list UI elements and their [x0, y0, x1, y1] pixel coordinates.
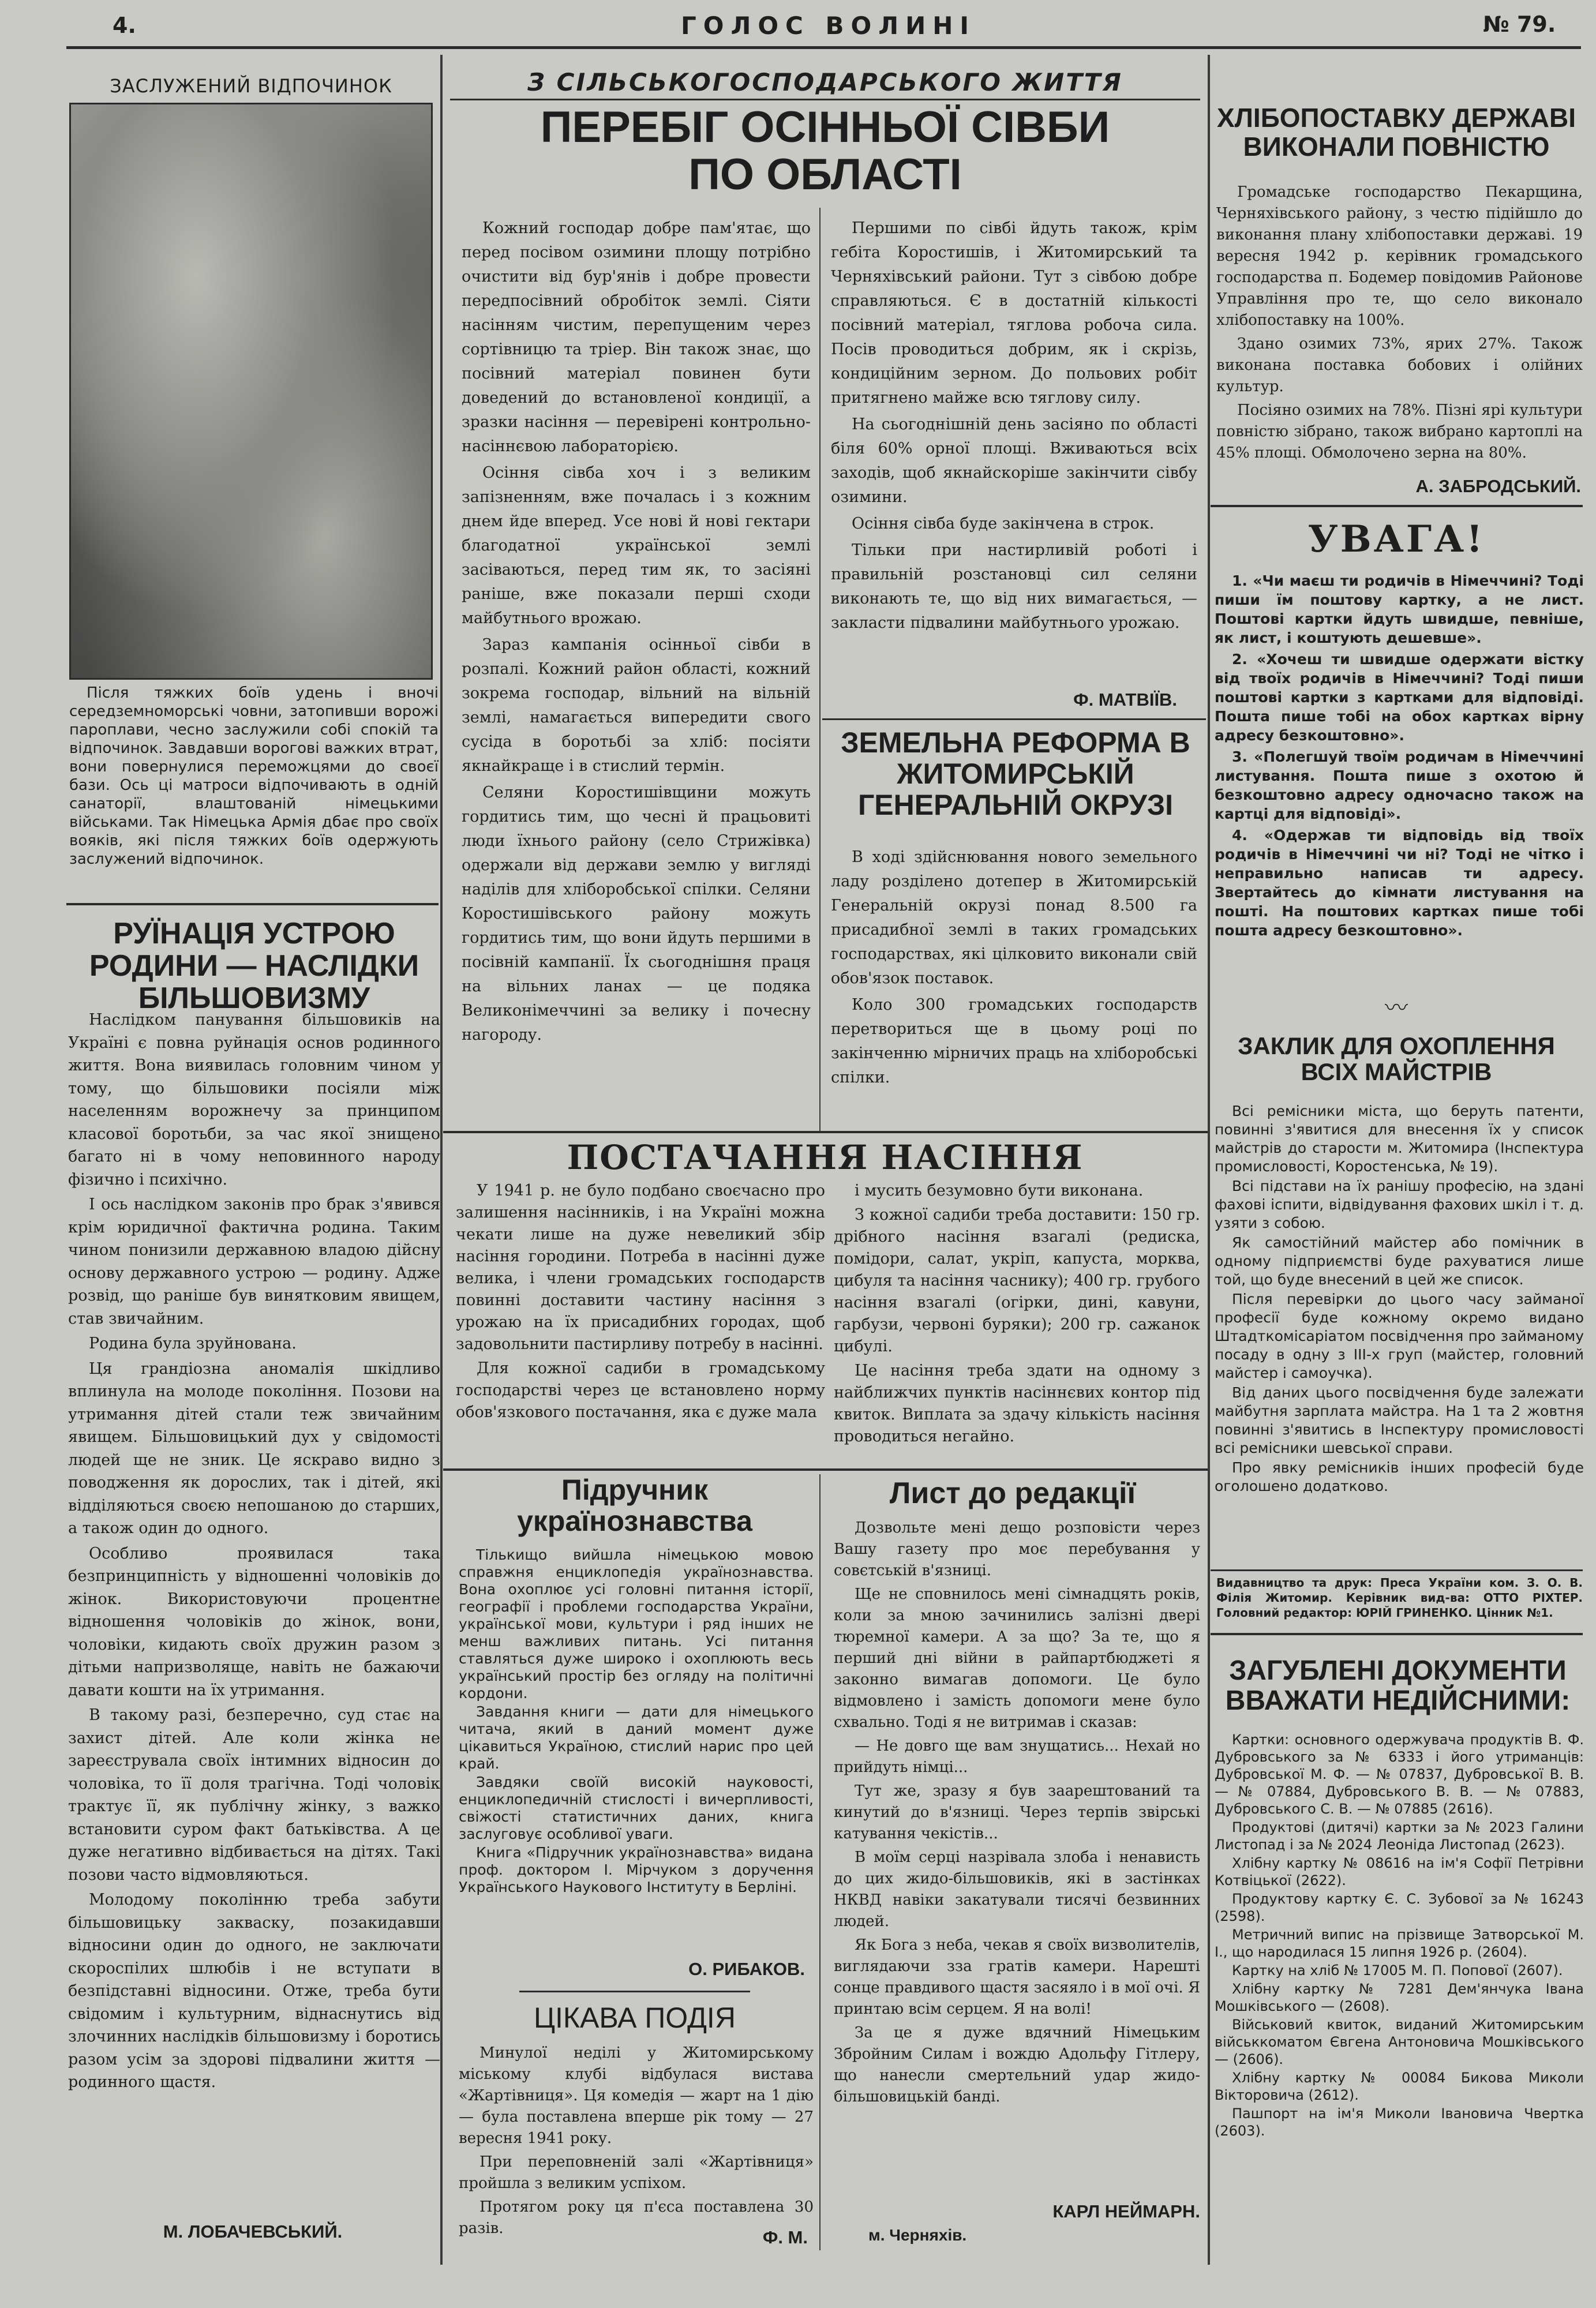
- sowing-author: Ф. МАТВІЇВ.: [1073, 690, 1177, 710]
- ruination-p2: І ось наслідком законів про брак з'явився крім юридичної фактична родина. Таким чином понизили державною владою дійсну основу державного устрою — родину. Адже розвід, що раніше був винятковим явищем, став звичайним.: [68, 1196, 440, 1328]
- lost-doc-item-7: Хлібну картку № 7281 Дем'янчука Івана Мошківського — (2608).: [1215, 1981, 1584, 2014]
- letter-p7: За це я дуже вдячний Німецьким Збройним Силам і вождю Адольфу Гітлеру, що нанесли смертельний удар жидо-більшовицькій банді.: [834, 2024, 1200, 2105]
- seeds-left-body: [456, 1180, 825, 1426]
- attention-item-3: 3. «Полегшуй твоїм родичам в Німеччині листування. Пошта пише з охотою й безкоштовно адресу одночасно також на картці для відповіді».: [1215, 748, 1584, 822]
- sowing-left-p4: Селяни Коростишівщини можуть гордитись тим, що чесні й працьовиті люди їхнього району (село Стрижівка) одержали від держави землю у вигляді наділів для хліборобської спілки. Селяни Коростишівського району можуть гордитись тим, що вони йдуть першими в посівній кампанії. Їх сьогоднішня праця на вільних ланах — це подяка Великонімеччині за велику і почесну нагороду.: [462, 784, 811, 1044]
- attention-item-4: 4. «Одержав ти відповідь від твоїх родичів в Німеччині чи ні? Тоді не чітко і неправильно написав ти адресу. Звертайтесь до кімнати листування на пошті. На поштових картках пише тобі пошта адресу безкоштовно».: [1215, 827, 1584, 939]
- masters-p5: Від даних цього посвідчення буде залежати майбутня зарплата майстра. На 1 та 2 жовтня повинні з'явитись в Інспектуру промисловості всі ремісники шевської справи.: [1215, 1384, 1584, 1456]
- sowing-left-body: [462, 216, 811, 1050]
- center-divider-3: [443, 1468, 1208, 1471]
- event-p3: Протягом року ця п'єса поставлена 30 разів.: [459, 2198, 814, 2237]
- lost-doc-item-1: Картки: основного одержувача продуктів В. Ф. Дубровського за № 6333 і його утриманців: Дубровської М. Ф. — № 07837, Дубровської В. В. — № 07884, Дубровського В. В. — № 07883, Дубровського С. В. — № 07885 (2616).: [1215, 1732, 1584, 1817]
- lost-doc-item-3: Хлібну картку № 08616 на ім'я Софії Петрівни Котвіцької (2622).: [1215, 1855, 1584, 1889]
- column-rule-1: [440, 55, 443, 2265]
- newspaper-title: ГОЛОС ВОЛИНІ: [681, 12, 976, 40]
- textbook-p4: Книга «Підручник українознавства» видана проф. доктором І. Мірчуком з доручення Українського Наукового Інституту в Берліні.: [459, 1844, 814, 1895]
- sowing-right-p3: Осіння сівба буде закінчена в строк.: [852, 515, 1155, 533]
- center-divider-4: [519, 1991, 750, 1992]
- attention-item-2: 2. «Хочеш ти швидше одержати вістку від твоїх родичів в Німеччині? Тоді пиши поштові картки з картками для відповіді. Пошта пише тобі на обох картках вірну адресу безкоштовно».: [1215, 651, 1584, 744]
- event-p1: Минулої неділі у Житомирському міському клубі відбулася вистава «Жартівниця». Ця комедія — жарт на 1 дію — була поставлена вперше рік тому — 27 вересня 1941 року.: [459, 2044, 814, 2147]
- sowing-right-p1: Першими по сівбі йдуть також, крім гебіта Коростишів, і Житомирський та Черняхівський райони. Тут з сівбою добре справляються. Є в достатній кількості посівний матеріал, тяглова робоча сила. Посів проводиться добрим, як і скрізь, кондиційним зерном. До польових робіт притягнено майже всю тяглову силу.: [831, 219, 1197, 407]
- ruination-p5: Особливо проявилася така безпринципність у відношенні чоловіків до жінок. Використовуючи процентне відношення чоловіків до жінок, вони, чоловіки, кидають своїх дружин разом з дітьми напризволяще, навіть не бажаючи давати кошти на їх утримання.: [68, 1544, 440, 1699]
- textbook-p3: Завдяки своїй високій науковості, енциклопедичній стислості і вичерпливості, свіжості статистичних даних, книга заслуговує особливої уваги.: [459, 1774, 814, 1842]
- left-divider-1: [66, 903, 439, 905]
- ruination-p1: Наслідком панування більшовиків на Україні є повна руйнація основ родинного життя. Вона виявилась головним чином у тому, що більшовики посіяли між населенням ворожнечу за принципом класової боротьби, за час якої знищено багато ні в чому неповинного народу фізично і психічно.: [68, 1011, 440, 1189]
- grain-author: А. ЗАБРОДСЬКИЙ.: [1415, 476, 1581, 496]
- seeds-right-p2: З кожної садиби треба доставити: 150 гр. дрібного насіння взагалі (редиска, помідори, салат, укріп, капуста, морква, цибуля та насіння часнику); 400 гр. грубого насіння взагалі (огірки, дині, кавуни, гарбузи, червоні буряки); 200 гр. сажанок цибулі.: [834, 1206, 1200, 1355]
- right-divider-3: [1211, 1633, 1583, 1635]
- sowing-left-p3: Зараз кампанія осінньої сівби в розпалі. Кожний район області, кожний зокрема господар, вільний на вільній землі, намагається випередити свого сусіда в боротьбі за хліб: посіяти якнайкраще і в стислий термін.: [462, 636, 811, 775]
- right-divider-1: [1211, 505, 1583, 507]
- letter-place: м. Черняхів.: [868, 2226, 967, 2244]
- masters-p2: Всі підстави на їх ранішу професію, на здані фахові іспити, відвідування фахових шкіл і т. д. узяти з собою.: [1215, 1178, 1584, 1231]
- ruination-p4: Ця грандіозна аномалія шкідливо вплинула на молоде покоління. Позови на утримання дітей стали теж звичайним явищем. Більшовицький дух у свідомості людей ще не зник. Це яскраво видно з поводження як дорослих, так і дітей, які відділяються своєю непошаною до старших, а також один до одного.: [68, 1359, 440, 1537]
- sowing-right-p2: На сьогоднішній день засіяно по області біля 60% орної площі. Вживаються всіх заходів, щоб якнайскоріше закінчити сівбу озимини.: [831, 415, 1197, 506]
- sowing-right-body: [831, 216, 1197, 638]
- section-banner: З СІЛЬСЬКОГОСПОДАРСЬКОГО ЖИТТЯ: [450, 68, 1200, 100]
- letter-p5: В моїм серці назрівала злоба і ненависть до цих жидо-більшовиків, які в застінках НКВД навіки закатували тисячі безвинних людей.: [834, 1849, 1200, 1930]
- ornament-icon: 〰: [1385, 995, 1408, 1021]
- ruination-p7: Молодому поколінню треба забути більшовицьку закваску, позакидавши відносини один до одного, не заключати скороспілих шлюбів і не вступати в безпідставні відносини. Отже, треба бути свідомим і культурним, віднаснутись від злочинних наслідків більшовизму і боротись разом усім за здорові підвалини життя — родинного щастя.: [68, 1891, 440, 2091]
- center-divider-2: [443, 1131, 1208, 1133]
- letter-p2: Ще не сповнилось мені сімнадцять років, коли за мною зачинились залізні двері тюремної камери. А за що? За те, що я перший дні війни в райпартбюджеті я законно вимагав допомоги. Це було відмовлено і замість допомоги мене було схвально. Тоді я не витримав і сказав:: [834, 1586, 1200, 1731]
- seeds-right-p1: і мусить безумовно бути виконана.: [855, 1182, 1144, 1200]
- ruination-author: М. ЛОБАЧЕВСЬКИЙ.: [163, 2221, 343, 2242]
- attention-title: УВАГА!: [1307, 518, 1485, 561]
- imprint: Видавництво та друк: Преса України ком. З. О. В. Філія Житомир. Керівник вид-ва: ОТТО РІХТЕР. Головний редактор: ЮРІЙ ГРИНЕНКО. Цінник №1.: [1216, 1576, 1583, 1620]
- lost-doc-item-8: Військовий квиток, виданий Житомирським військкоматом Євгена Антоновича Мошківського — (2606).: [1215, 2017, 1584, 2067]
- sowing-title: ПЕРЕБІГ ОСІННЬОЇ СІВБИ ПО ОБЛАСТІ: [540, 103, 1110, 200]
- event-title: ЦІКАВА ПОДІЯ: [534, 2002, 736, 2034]
- textbook-p2: Завдання книги — дати для німецького читача, який в даний момент дуже цікавиться Україною, стислий нарис про цей край.: [459, 1703, 814, 1772]
- textbook-author: О. РИБАКОВ.: [688, 1959, 805, 1979]
- letter-author: КАРЛ НЕЙМАРН.: [1052, 2201, 1200, 2221]
- grain-p2: Здано озимих 73%, ярих 27%. Також виконана поставка бобових і олійних культур.: [1216, 335, 1583, 395]
- column-rule-4: [819, 1474, 821, 2250]
- column-rule-3: [819, 208, 821, 1131]
- lost-doc-item-5: Метричний випис на прізвище Затворської М. І., що народилася 15 липня 1926 р. (2604).: [1215, 1927, 1584, 1960]
- sowing-left-p2: Осіння сівба хоч і з великим запізненням, вже почалась і з кожним днем йде вперед. Усе нові й нові гектари благодатної української землі засіваються, перед тим як, то засіяні раніше, вже показали перші сходи майбутнього врожаю.: [462, 464, 811, 627]
- land-reform-p1: В ході здійснювання нового земельного ладу розділено дотепер в Житомирській Генеральній окрузі понад 8.500 га присадибної землі в таких громадських господарствах, які цілковито виконали свій обов'язок поставок.: [831, 848, 1197, 987]
- lost-doc-item-4: Продуктову картку Є. С. Зубової за № 16243 (2598).: [1215, 1891, 1584, 1924]
- seeds-left-p2: Для кожної садиби в громадському господарстві через це встановлено норму обов'язкового постачання, яка є дуже мала: [456, 1359, 825, 1421]
- attention-item-1: 1. «Чи маєш ти родичів в Німеччині? Тоді пиши їм поштову картку, а не лист. Поштові картки йдуть швидше, певніше, як лист, і коштують дешевше».: [1215, 572, 1584, 646]
- photo-caption: Після тяжких боїв удень і вночі середземноморські човни, затопивши ворожі пароплави, чесно заслужили собі спокій та відпочинок. Завдавши ворогові важких втрат, вони повернулися переможцями до своєї бази. Ось ці матроси відпочивають в одній санаторії, влаштованій німецькими військами. Так Німецька Армія дбає про своїх вояків, які після тяжких боїв одержують заслужений відпочинок.: [69, 684, 439, 868]
- land-reform-title: ЗЕМЕЛЬНА РЕФОРМА В ЖИТОМИРСЬКІЙ ГЕНЕРАЛЬНІЙ ОКРУЗІ: [841, 726, 1190, 821]
- lost-doc-item-2: Продуктові (дитячі) картки за № 2023 Галини Листопад і за № 2024 Леоніда Листопад (2623).: [1215, 1819, 1584, 1853]
- letter-p4: Тут же, зразу я був заарештований та кинутий до в'язниці. Через терпів звірські катування чекістів...: [834, 1782, 1200, 1842]
- event-p2: При переповненій залі «Жартівниця» пройшла з великим успіхом.: [459, 2153, 814, 2192]
- lost-doc-item-6: Картку на хліб № 17005 М. П. Попової (2607).: [1232, 1962, 1563, 1979]
- letter-title: Лист до редакції: [889, 1477, 1136, 1510]
- masters-p3: Як самостійний майстер або помічник в одному підприємстві буде рахуватися лише той, що буде внесений в цей же список.: [1215, 1234, 1584, 1288]
- issue-number: № 79.: [1483, 12, 1556, 37]
- sowing-left-p1: Кожний господар добре пам'ятає, що перед посівом озимини площу потрібно очистити від бур'янів і добре провести передпосівний обробіток землі. Сіяти насінням чистим, перепущеним через сортівницю та тріер. Він також знає, що посівний матеріал повинен бути доведений до встановленої кондиції, а зразки насіння — перевірені контрольно-насіннєвою лабораторією.: [462, 219, 811, 455]
- grain-title: ХЛІБОПОСТАВКУ ДЕРЖАВІ ВИКОНАЛИ ПОВНІСТЮ: [1216, 103, 1576, 162]
- column-rule-2: [1208, 55, 1210, 2265]
- center-divider-1: [822, 718, 1206, 720]
- textbook-p1: Тількищо вийшла німецькою мовою справжня енциклопедія українознавства. Вона охоплює усі головні питання історії, географії і проблеми господарства України, української мови, культури і ряд інших не менш важливих питань. Усі питання ставляться дуже широко і охоплюють весь український простір без огляду на політичні кордони.: [459, 1546, 814, 1702]
- seeds-right-p3: Це насіння треба здати на одному з найближчих пунктів насіннєвих контор під квиток. Виплата за здачу кількість насіння проводиться негайно.: [834, 1362, 1200, 1445]
- letter-body: [834, 1518, 1200, 2110]
- event-author: Ф. М.: [762, 2227, 808, 2247]
- masters-p1: Всі ремісники міста, що беруть патенти, повинні з'явитися для внесення їх у список майстрів до старости м. Житомира (Інспектура промисловості, Коростенська, № 19).: [1215, 1103, 1584, 1175]
- ruination-p6: В такому разі, безперечно, суд стає на захист дітей. Але коли жінка не зареєструвала своїх інтимних відносин до чоловіка, то її доля трагічна. Тоді чоловік трактує її, як публічну жінку, з важко встановити суром факт батьківства. А це дуже негативно відбивається на дітях. Такі позови часто відмовляються.: [68, 1706, 440, 1884]
- ruination-title: РУЇНАЦІЯ УСТРОЮ РОДИНИ — НАСЛІДКИ БІЛЬШОВИЗМУ: [89, 917, 419, 1016]
- grain-p3: Посіяно озимих на 78%. Пізні ярі культури повністю зібрано, також вибрано картоплі на 45% площі. Обмолочено зерна на 80%.: [1216, 402, 1583, 462]
- lost-doc-item-10: Пашпорт на ім'я Миколи Івановича Чвертка (2603).: [1215, 2105, 1584, 2139]
- masthead-rule: [66, 46, 1581, 49]
- seeds-right-body: [834, 1180, 1200, 1450]
- lost-docs-body: [1215, 1731, 1584, 2141]
- textbook-title: Підручник українознавства: [517, 1474, 752, 1537]
- letter-p3: — Не довго ще вам знущатись... Нехай но прийдуть німці...: [834, 1737, 1200, 1776]
- sailors-photo: [69, 103, 433, 680]
- textbook-body: [459, 1546, 814, 1897]
- photo-title: ЗАСЛУЖЕНИЙ ВІДПОЧИНОК: [110, 75, 392, 97]
- page-number: 4.: [113, 13, 136, 38]
- seeds-left-p1: У 1941 р. не було подбано своєчасно про залишення насінників, і на Україні можна чекати лише на дуже невеликий збір насіння городини. Потреба в насінні дуже велика, і члени громадських господарств повинні доставити частину насіння з урожаю на їх присадибних городах, щоб задовольнити пастирливу потребу в насінні.: [456, 1182, 825, 1353]
- masters-title: ЗАКЛИК ДЛЯ ОХОПЛЕННЯ ВСІХ МАЙСТРІВ: [1238, 1032, 1555, 1086]
- lost-docs-title: ЗАГУБЛЕНІ ДОКУМЕНТИ ВВАЖАТИ НЕДІЙСНИМИ:: [1225, 1655, 1571, 1716]
- right-divider-2: [1211, 1569, 1583, 1571]
- masters-p6: Про явку ремісників інших професій буде оголошено додатково.: [1215, 1459, 1584, 1494]
- grain-p1: Громадське господарство Пекарщина, Черняхівського району, з честю підійшло до виконання плану хлібопоставки державі. 19 вересня 1942 р. керівник громадського господарства п. Бодемер повідомив Районове Управління про те, що село виконало хлібопоставку на 100%.: [1216, 183, 1583, 329]
- lost-doc-item-9: Хлібну картку № 00084 Бикова Миколи Вікторовича (2612).: [1215, 2070, 1584, 2103]
- masters-p4: Після перевірки до цього часу займаної професії буде кожному окремо видано Штадткомісаріатом посвідчення про займаному посаду в одну з III-х груп (майстер, головний майстер і самоучка).: [1215, 1291, 1584, 1381]
- land-reform-p2: Коло 300 громадських господарств перетвориться ще в цьому році по закінченню мірничих праць на хліборобські спілки.: [831, 996, 1197, 1086]
- letter-p6: Як Бога з неба, чекав я своїх визволителів, виглядаючи зза гратів камери. Нарешті сонце правдивого щастя засяяло і в мої очі. Я принтаю всім серцем. Я на волі!: [834, 1936, 1200, 2018]
- ruination-p3: Родина була зруйнована.: [89, 1335, 297, 1352]
- event-body: [459, 2043, 814, 2242]
- masters-body: [1215, 1102, 1584, 1497]
- seeds-title: ПОСТАЧАННЯ НАСІННЯ: [567, 1138, 1084, 1177]
- sowing-right-p4: Тільки при настирливій роботі і правильній розстановці сил селяни виконають те, що від них вимагається, — закласти підвалини майбутнього урожаю.: [831, 541, 1197, 632]
- ruination-body: [68, 1009, 440, 2096]
- grain-body: [1216, 182, 1583, 466]
- letter-p1: Дозвольте мені дещо розповісти через Вашу газету про моє перебування у совєтській в'язниці.: [834, 1519, 1200, 1579]
- land-reform-body: [831, 845, 1197, 1092]
- attention-body: [1215, 571, 1584, 942]
